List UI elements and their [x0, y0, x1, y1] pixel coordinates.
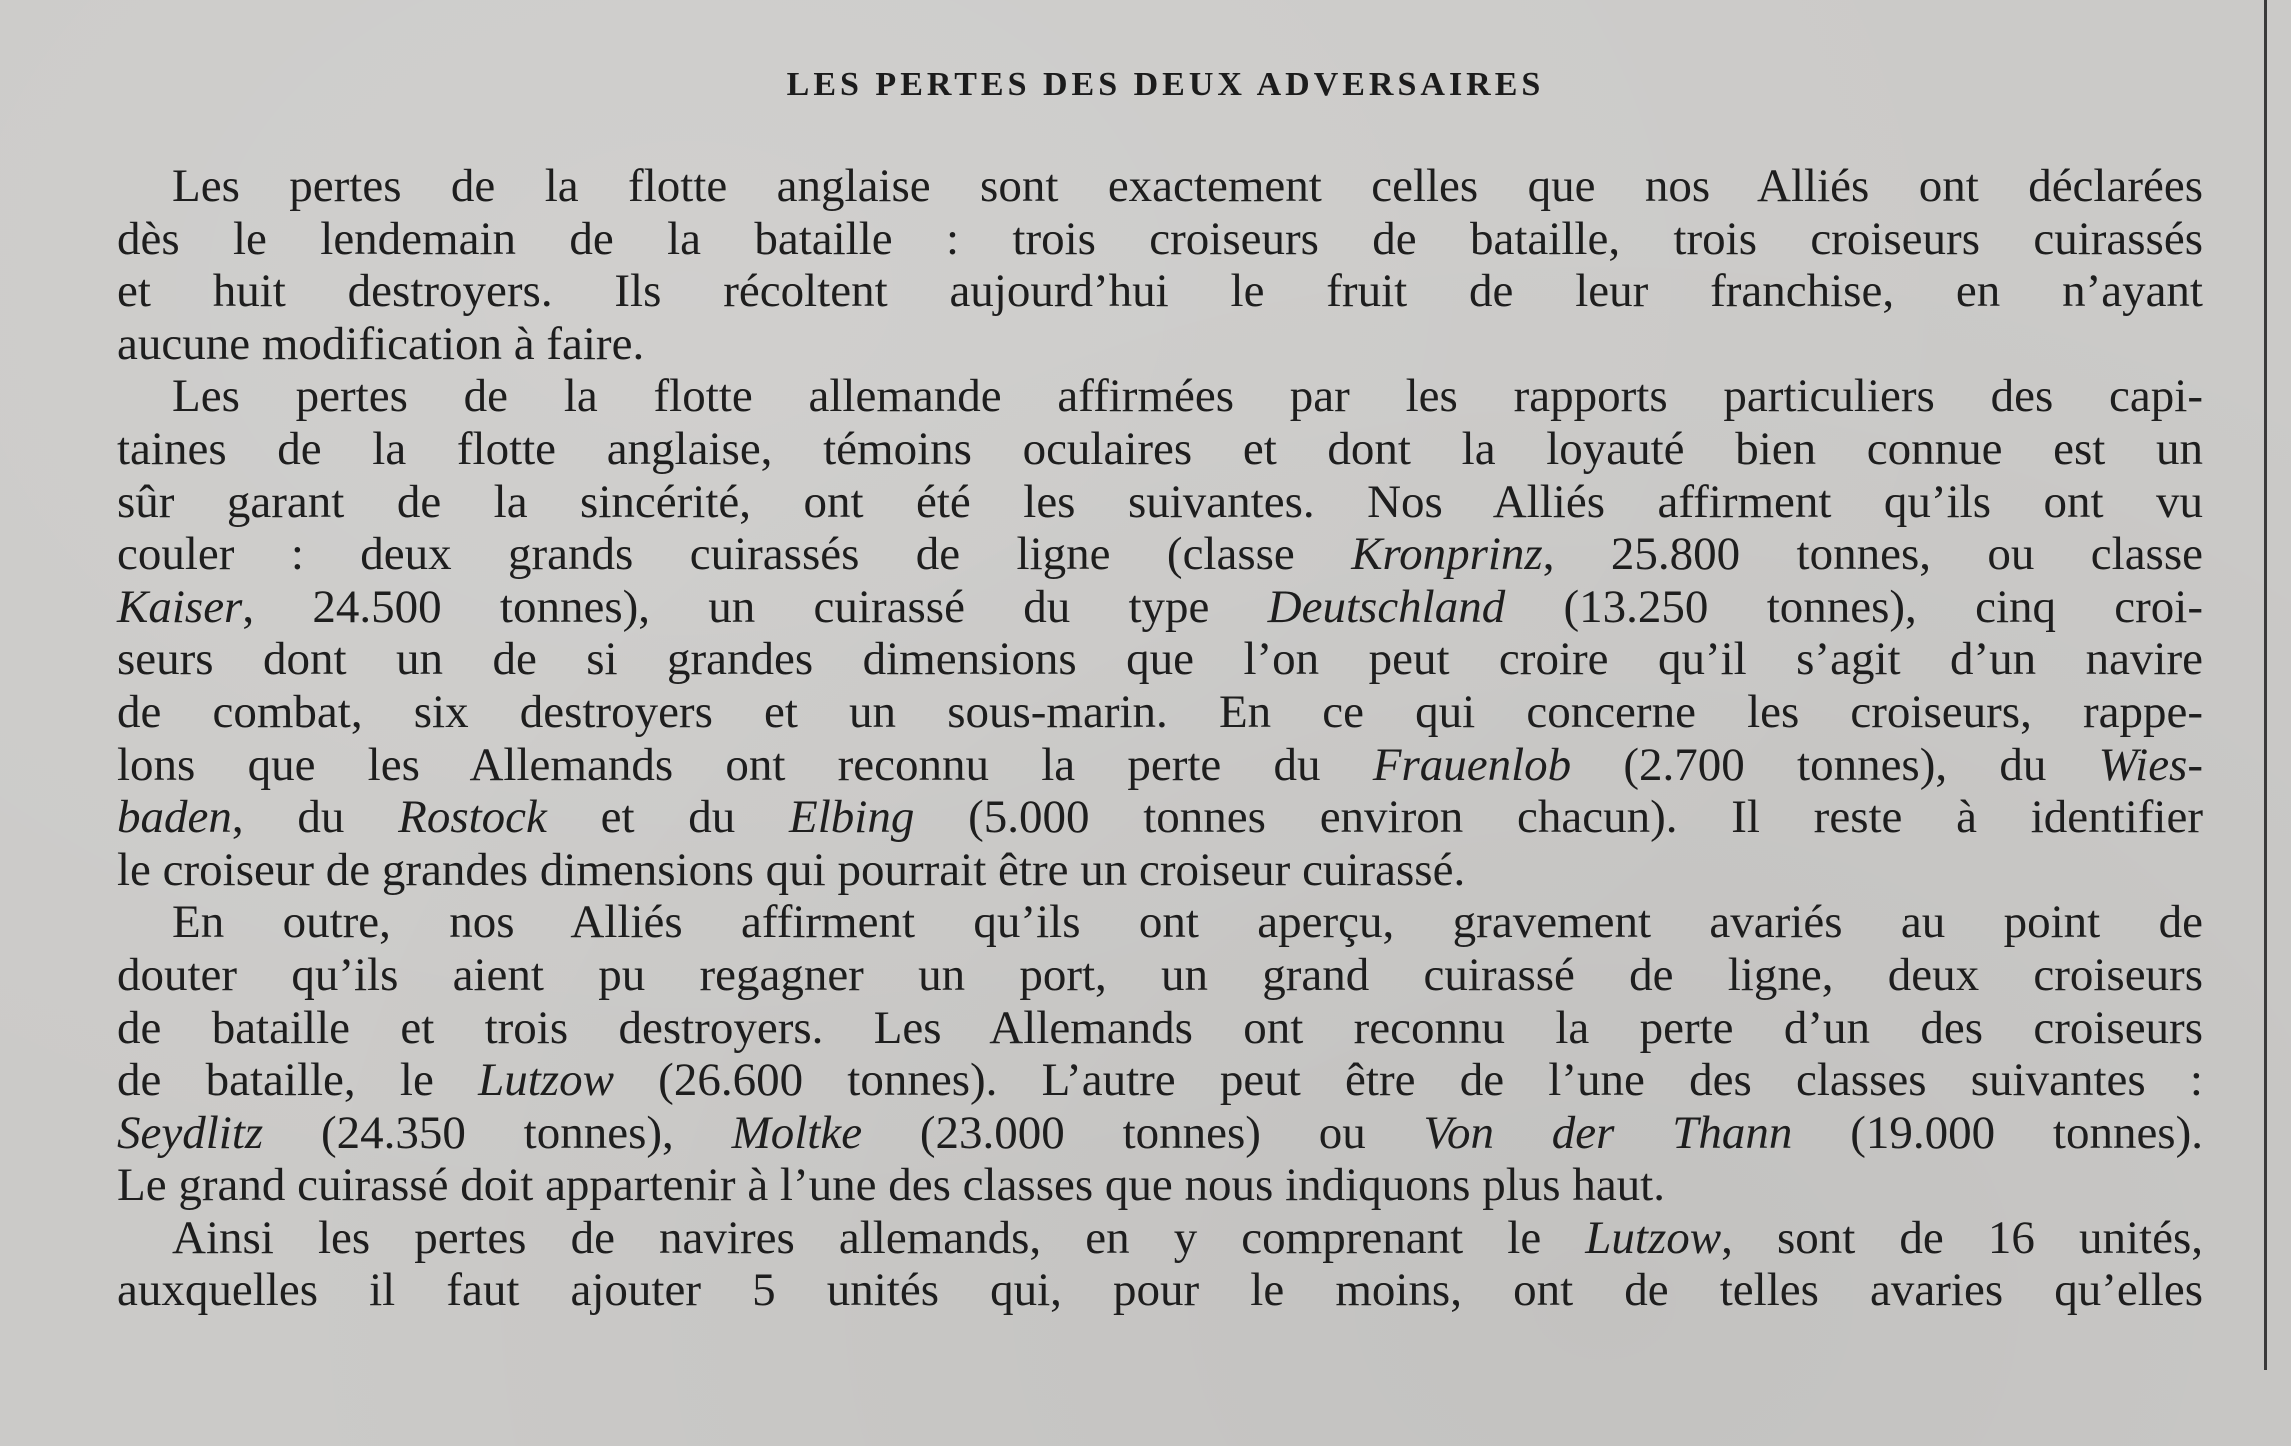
ship-name: Frauenlob [1372, 738, 1572, 791]
text-line: Seydlitz (24.350 tonnes), Moltke (23.000 tonnes) ou Von der Thann (19.000 tonnes). [117, 1106, 2204, 1159]
ship-name: Moltke [731, 1106, 863, 1159]
text-line: aucune modification à faire. [117, 317, 645, 370]
text-line: seurs dont un de si grandes dimensions que l’on peut croire qu’il s’agit d’un navire [117, 633, 2203, 686]
text-line: Ainsi les pertes de navires allemands, en y comprenant le Lutzow, sont de 16 unités, [172, 1211, 2203, 1264]
text-line: de bataille et trois destroyers. Les Allemands ont reconnu la perte d’un des croiseurs [117, 1001, 2203, 1054]
text-line: Kaiser, 24.500 tonnes), un cuirassé du type Deutschland (13.250 tonnes), cinq croi- [117, 580, 2203, 633]
ship-name: Lutzow [478, 1054, 614, 1107]
text-line: Le grand cuirassé doit appartenir à l’une des classes que nous indiquons plus haut. [117, 1159, 1665, 1212]
text-line: Les pertes de la flotte allemande affirmées par les rapports particuliers des capi- [172, 370, 2203, 423]
text-line: baden, du Rostock et du Elbing (5.000 tonnes environ chacun). Il reste à identifier [117, 791, 2203, 844]
article-body [117, 160, 2203, 1317]
text-line: auxquelles il faut ajouter 5 unités qui, pour le moins, ont de telles avaries qu’elles [117, 1264, 2203, 1317]
text-line: Les pertes de la flotte anglaise sont exactement celles que nos Alliés ont déclarées [172, 160, 2203, 212]
text-line: de bataille, le Lutzow (26.600 tonnes). L’autre peut être de l’une des classes suivantes : [117, 1054, 2203, 1107]
text-line: En outre, nos Alliés affirment qu’ils ont aperçu, gravement avariés au point de [172, 896, 2203, 949]
text-line: et huit destroyers. Ils récoltent aujourd’hui le fruit de leur franchise, en n’ayant [117, 265, 2203, 318]
page-edge-rule [2264, 0, 2267, 1370]
text-line: le croiseur de grandes dimensions qui pourrait être un croiseur cuirassé. [117, 843, 1466, 896]
ship-name: Rostock [398, 791, 547, 844]
ship-name: Wies- [2098, 738, 2203, 791]
text-line: dès le lendemain de la bataille : trois croiseurs de bataille, trois croiseurs cuirassés [117, 212, 2203, 265]
ship-name: baden [117, 791, 232, 844]
text-line: douter qu’ils aient pu regagner un port, un grand cuirassé de ligne, deux croiseurs [117, 948, 2203, 1001]
ship-name: Kronprinz [1351, 528, 1543, 581]
section-heading: LES PERTES DES DEUX ADVERSAIRES [786, 66, 1545, 103]
ship-name: Von der Thann [1423, 1106, 1793, 1159]
text-line: de combat, six destroyers et un sous-marin. En ce qui concerne les croiseurs, rappe- [117, 685, 2203, 738]
text-line: sûr garant de la sincérité, ont été les suivantes. Nos Alliés affirment qu’ils ont vu [117, 475, 2203, 528]
ship-name: Seydlitz [117, 1106, 264, 1159]
text-line: taines de la flotte anglaise, témoins oculaires et dont la loyauté bien connue est un [117, 422, 2203, 475]
text-line: lons que les Allemands ont reconnu la perte du Frauenlob (2.700 tonnes), du Wies- [117, 738, 2203, 791]
ship-name: Elbing [789, 791, 915, 844]
ship-name: Deutschland [1267, 580, 1506, 633]
ship-name: Lutzow [1585, 1211, 1722, 1264]
text-line: couler : deux grands cuirassés de ligne (classe Kronprinz, 25.800 tonnes, ou classe [117, 528, 2203, 581]
ship-name: Kaiser [117, 580, 243, 633]
